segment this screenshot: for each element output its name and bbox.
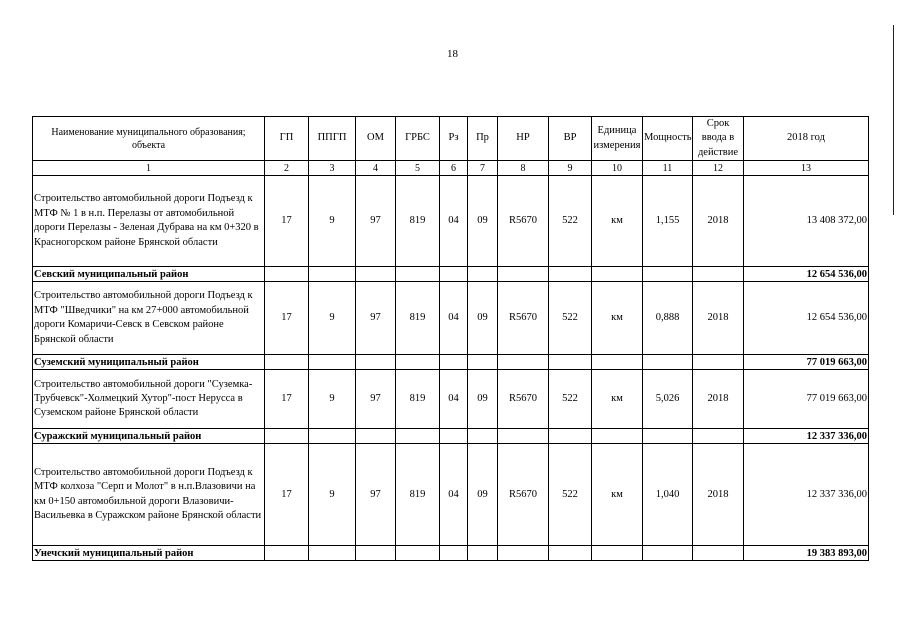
empty-cell [309,355,356,370]
unit-cell: км [592,370,643,429]
amount-cell: 12 337 336,00 [744,444,869,546]
empty-cell [396,267,440,282]
header-unit: Единица измерения [592,117,643,161]
colnum-10: 10 [592,161,643,176]
vr-cell: 522 [549,176,592,267]
grbs-cell: 819 [396,282,440,355]
term-cell: 2018 [693,176,744,267]
empty-cell [643,546,693,561]
empty-cell [643,429,693,444]
object-name: Строительство автомобильной дороги Подъезд к МТФ колхоза "Серп и Молот" в н.п.Влазовичи на км 0+150 автомобильной дороги Влазовичи-Васильевка в Суражском районе Брянской области [33,444,265,546]
colnum-11: 11 [643,161,693,176]
colnum-5: 5 [396,161,440,176]
term-cell: 2018 [693,282,744,355]
vr-cell: 522 [549,370,592,429]
nr-cell: R5670 [498,176,549,267]
capacity-cell: 5,026 [643,370,693,429]
header-row [33,117,869,161]
colnum-9: 9 [549,161,592,176]
empty-cell [309,429,356,444]
district-name: Унечский муниципальный район [33,546,265,561]
empty-cell [356,267,396,282]
empty-cell [549,355,592,370]
unit-cell: км [592,444,643,546]
empty-cell [693,429,744,444]
colnum-12: 12 [693,161,744,176]
district-name: Суражский муниципальный район [33,429,265,444]
term-cell: 2018 [693,444,744,546]
term-cell: 2018 [693,370,744,429]
object-row [33,370,869,429]
om-cell: 97 [356,176,396,267]
empty-cell [440,429,468,444]
om-cell: 97 [356,370,396,429]
ppgp-cell: 9 [309,370,356,429]
empty-cell [356,429,396,444]
empty-cell [549,267,592,282]
empty-cell [468,267,498,282]
colnum-13: 13 [744,161,869,176]
grbs-cell: 819 [396,370,440,429]
vr-cell: 522 [549,282,592,355]
pr-cell: 09 [468,444,498,546]
empty-cell [643,267,693,282]
empty-cell [468,546,498,561]
page-number: 18 [447,48,458,60]
empty-cell [643,355,693,370]
empty-cell [440,355,468,370]
om-cell: 97 [356,282,396,355]
vr-cell: 522 [549,444,592,546]
gp-cell: 17 [265,176,309,267]
district-row [33,429,869,444]
header-term: Срок ввода в действие [693,117,744,161]
grbs-cell: 819 [396,444,440,546]
colnum-6: 6 [440,161,468,176]
rz-cell: 04 [440,282,468,355]
empty-cell [440,267,468,282]
budget-table [32,116,869,561]
colnum-3: 3 [309,161,356,176]
unit-cell: км [592,176,643,267]
amount-cell: 12 654 536,00 [744,282,869,355]
empty-cell [265,429,309,444]
header-year: 2018 год [744,117,869,161]
colnum-1: 1 [33,161,265,176]
empty-cell [693,355,744,370]
nr-cell: R5670 [498,444,549,546]
header-gp: ГП [265,117,309,161]
empty-cell [592,429,643,444]
gp-cell: 17 [265,282,309,355]
district-amount: 12 654 536,00 [744,267,869,282]
district-amount: 77 019 663,00 [744,355,869,370]
pr-cell: 09 [468,282,498,355]
empty-cell [396,355,440,370]
empty-cell [468,355,498,370]
empty-cell [309,546,356,561]
header-om: ОМ [356,117,396,161]
colnum-4: 4 [356,161,396,176]
empty-cell [309,267,356,282]
empty-cell [440,546,468,561]
object-row [33,282,869,355]
empty-cell [265,267,309,282]
empty-cell [468,429,498,444]
capacity-cell: 1,040 [643,444,693,546]
colnum-2: 2 [265,161,309,176]
district-name: Севский муниципальный район [33,267,265,282]
gp-cell: 17 [265,370,309,429]
district-row [33,267,869,282]
capacity-cell: 1,155 [643,176,693,267]
empty-cell [356,355,396,370]
om-cell: 97 [356,444,396,546]
empty-cell [396,429,440,444]
amount-cell: 77 019 663,00 [744,370,869,429]
nr-cell: R5670 [498,370,549,429]
scan-edge-line [893,25,894,215]
empty-cell [498,546,549,561]
object-row [33,444,869,546]
empty-cell [498,355,549,370]
district-row [33,546,869,561]
header-name: Наименование муниципального образования; объекта [33,117,265,161]
capacity-cell: 0,888 [643,282,693,355]
grbs-cell: 819 [396,176,440,267]
empty-cell [693,267,744,282]
colnum-7: 7 [468,161,498,176]
ppgp-cell: 9 [309,176,356,267]
empty-cell [549,546,592,561]
district-amount: 12 337 336,00 [744,429,869,444]
empty-cell [592,355,643,370]
empty-cell [592,546,643,561]
rz-cell: 04 [440,444,468,546]
ppgp-cell: 9 [309,444,356,546]
rz-cell: 04 [440,176,468,267]
empty-cell [498,429,549,444]
object-name: Строительство автомобильной дороги Подъезд к МТФ № 1 в н.п. Перелазы от автомобильной дороги Перелазы - Зеленая Дубрава на км 0+320 в Красногорском районе Брянской области [33,176,265,267]
pr-cell: 09 [468,370,498,429]
object-name: Строительство автомобильной дороги "Суземка-Трубчевск"-Холмецкий Хутор"-пост Нерусса в Суземском районе Брянской области [33,370,265,429]
district-name: Суземский муниципальный район [33,355,265,370]
empty-cell [265,355,309,370]
empty-cell [498,267,549,282]
nr-cell: R5670 [498,282,549,355]
empty-cell [549,429,592,444]
district-amount: 19 383 893,00 [744,546,869,561]
pr-cell: 09 [468,176,498,267]
rz-cell: 04 [440,370,468,429]
gp-cell: 17 [265,444,309,546]
header-grbs: ГРБС [396,117,440,161]
object-row [33,176,869,267]
unit-cell: км [592,282,643,355]
header-pr: Пр [468,117,498,161]
empty-cell [265,546,309,561]
column-number-row [33,161,869,176]
header-nr: НР [498,117,549,161]
header-vr: ВР [549,117,592,161]
district-row [33,355,869,370]
ppgp-cell: 9 [309,282,356,355]
empty-cell [592,267,643,282]
amount-cell: 13 408 372,00 [744,176,869,267]
colnum-8: 8 [498,161,549,176]
empty-cell [396,546,440,561]
empty-cell [693,546,744,561]
header-capacity: Мощность [643,117,693,161]
header-rz: Рз [440,117,468,161]
header-ppgp: ППГП [309,117,356,161]
empty-cell [356,546,396,561]
object-name: Строительство автомобильной дороги Подъезд к МТФ "Шведчики" на км 27+000 автомобильной дороги Комаричи-Севск в Севском районе Брянской области [33,282,265,355]
